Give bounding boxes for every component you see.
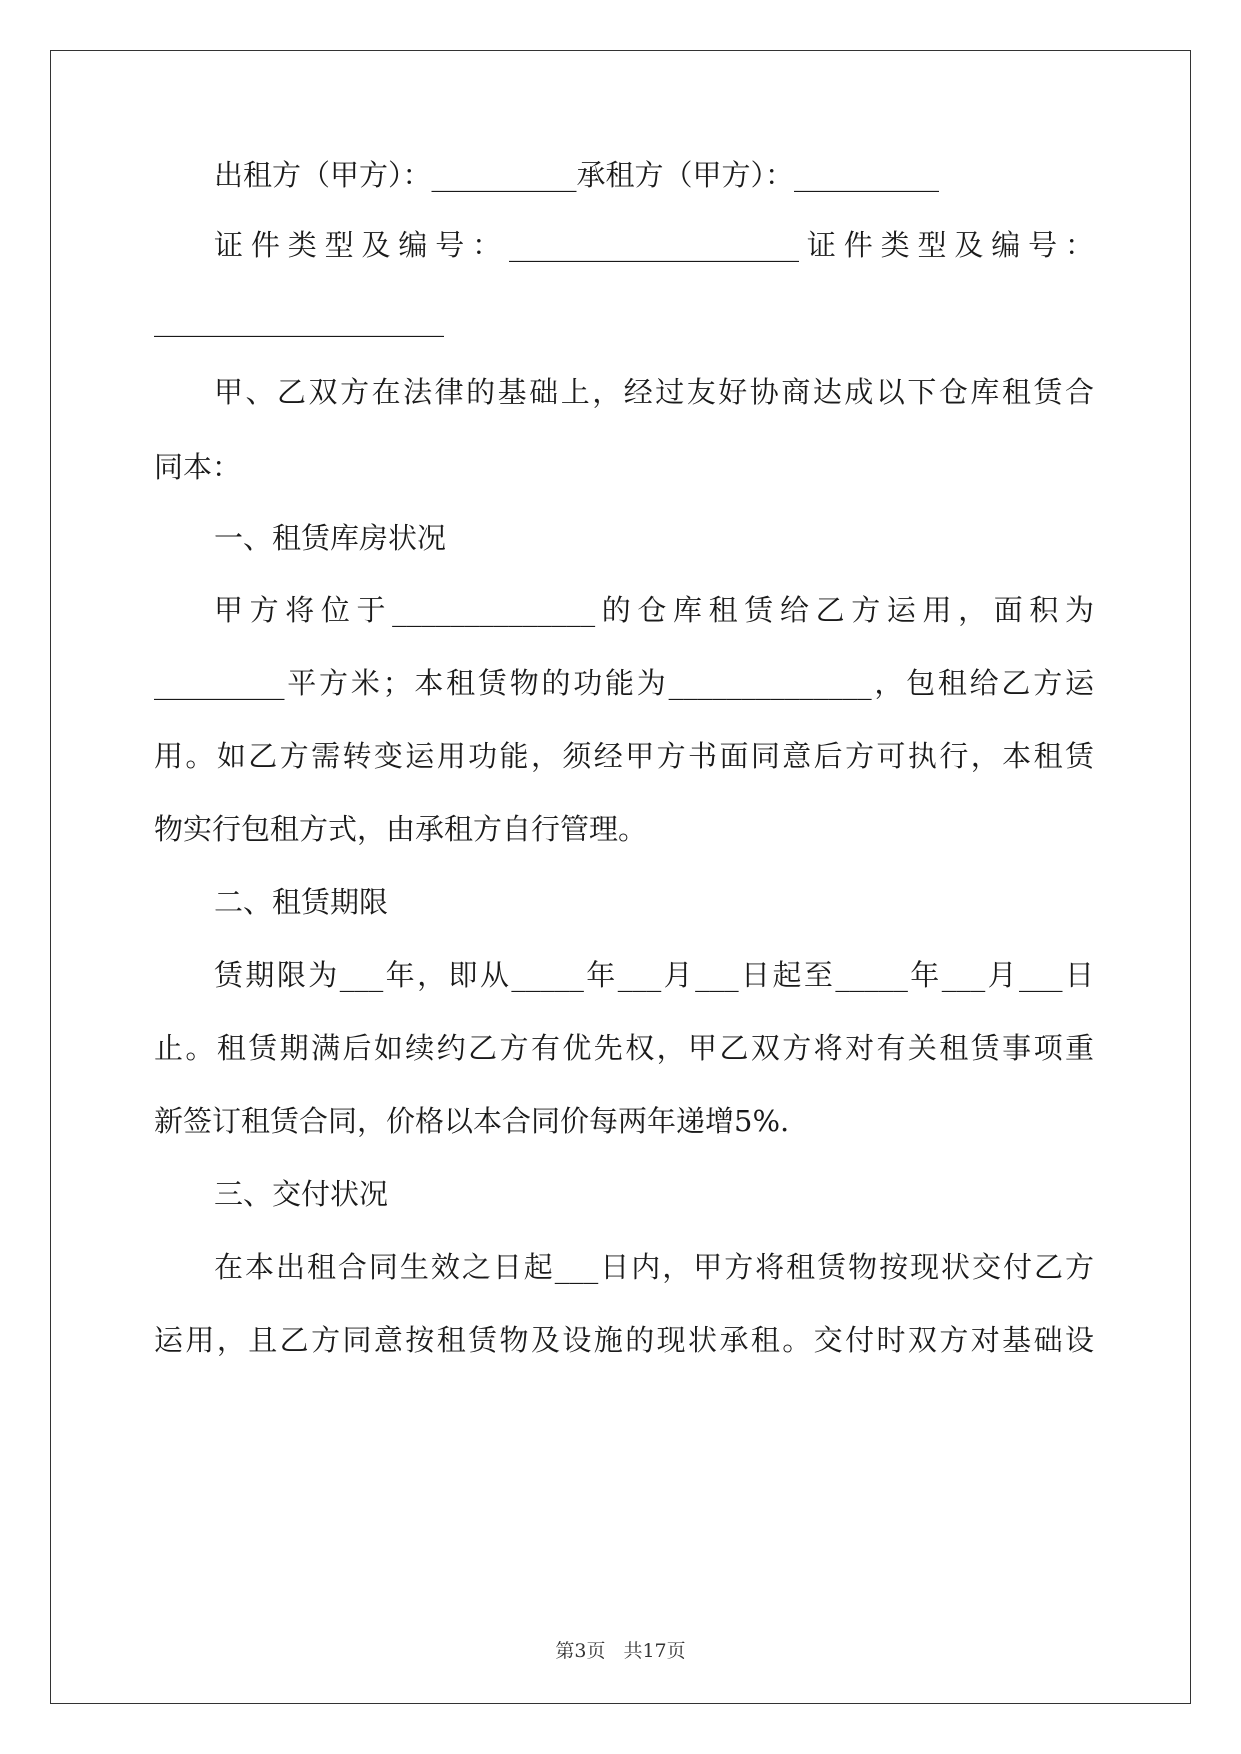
page-footer [0, 1636, 1241, 1663]
paragraph-intro-line-1: 甲、乙双方在法律的基础上，经过友好协商达成以下仓库租赁合 [214, 375, 1094, 409]
paragraph-intro-line-2: 同本： [154, 450, 242, 484]
section-1-line-1: 甲方将位于______________的仓库租赁给乙方运用，面积为 [214, 593, 1094, 627]
section-2-line-1: 赁期限为___年，即从_____年___月___日起至_____年___月___日 [214, 958, 1094, 992]
section-2-line-2: 止。租赁期满后如续约乙方有优先权，甲乙双方将对有关租赁事项重 [154, 1031, 1094, 1065]
total-page-count: 共17页 [623, 1640, 686, 1662]
section-heading-3: 三、交付状况 [214, 1177, 389, 1211]
section-2-line-3: 新签订租赁合同，价格以本合同价每两年递增5%. [154, 1104, 790, 1138]
id-number-blank: ____________________ [154, 303, 444, 337]
section-1-line-3: 用。如乙方需转变运用功能，须经甲方书面同意后方可执行，本租赁 [154, 739, 1094, 773]
id-type-line: 证件类型及编号：____________________证件类型及编号： [214, 228, 1094, 262]
section-heading-2: 二、租赁期限 [214, 885, 389, 919]
current-page-number: 第3页 [555, 1640, 606, 1662]
section-1-line-4: 物实行包租方式，由承租方自行管理。 [154, 812, 648, 846]
page-border [50, 50, 1191, 1704]
section-1-line-2: _________平方米；本租赁物的功能为______________，包租给乙方运 [154, 666, 1094, 700]
section-heading-1: 一、租赁库房状况 [214, 521, 447, 555]
section-3-line-1: 在本出租合同生效之日起___日内，甲方将租赁物按现状交付乙方 [214, 1250, 1094, 1284]
party-line: 出租方（甲方）：__________承租方（甲方）：__________ [214, 158, 940, 192]
section-3-line-2: 运用，且乙方同意按租赁物及设施的现状承租。交付时双方对基础设 [154, 1323, 1094, 1357]
